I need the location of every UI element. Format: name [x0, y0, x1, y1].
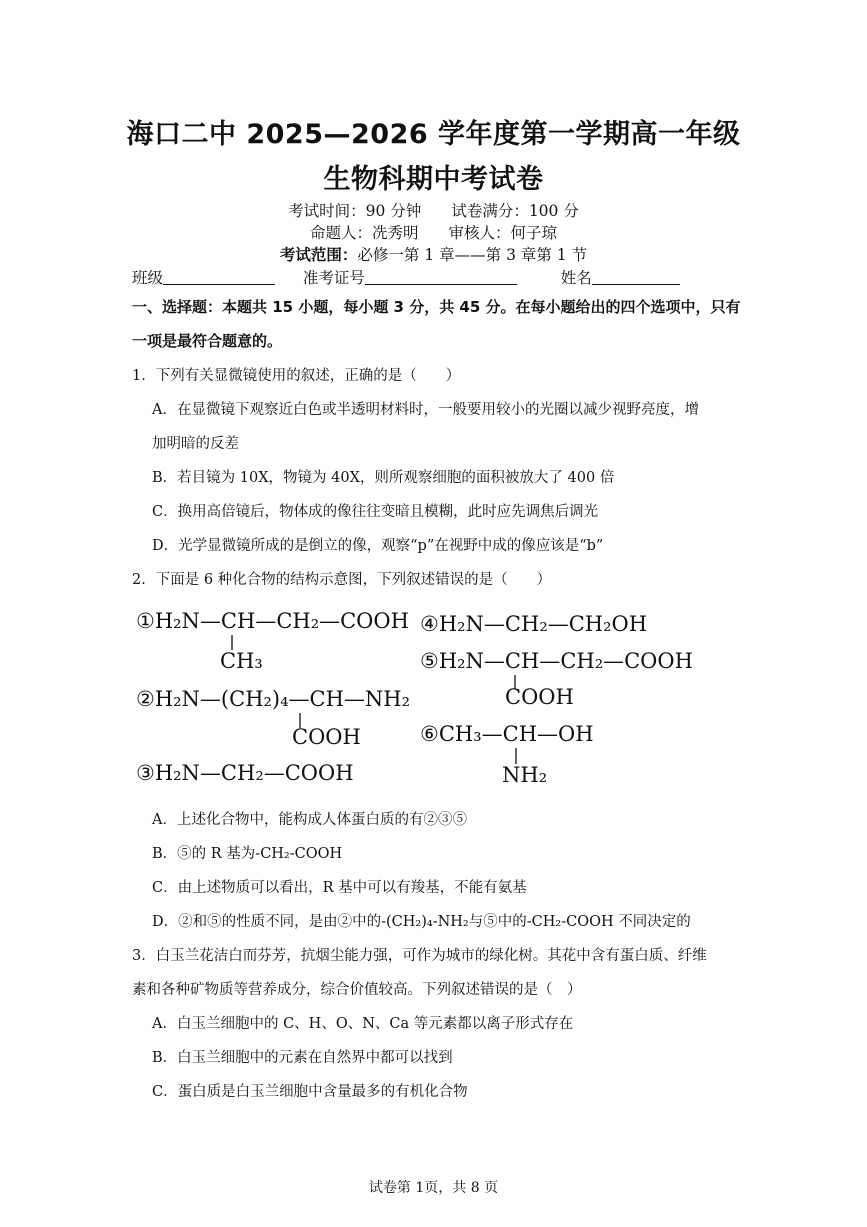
exam-meta-authors: [0, 221, 867, 243]
q3-stem-line1: 3．白玉兰花洁白而芬芳，抗烟尘能力强，可作为城市的绿化树。其花中含有蛋白质、纤维: [132, 948, 707, 964]
ticket-blank: [365, 269, 517, 285]
structure-5-main: ⑤H₂N—CH—CH₂—COOH: [420, 649, 693, 673]
q3-option-a: A．白玉兰细胞中的 C、H、O、N、Ca 等元素都以离子形式存在: [152, 1016, 574, 1032]
structure-6-sub: NH₂: [502, 763, 548, 787]
q1-option-a-line1: A．在显微镜下观察近白色或半透明材料时，一般要用较小的光圈以减少视野亮度，增: [152, 402, 699, 418]
class-blank: [163, 269, 275, 285]
structure-1-main: ①H₂N—CH—CH₂—COOH: [136, 609, 409, 633]
q3-stem-line2: 素和各种矿物质等营养成分，综合价值较高。下列叙述错误的是（ ）: [132, 982, 582, 998]
author: 命题人：冼秀明: [309, 224, 419, 242]
exam-title-line2: 生物科期中考试卷: [323, 164, 544, 195]
structure-1-sub: CH₃: [220, 649, 263, 673]
exam-meta-time: [0, 199, 867, 221]
class-label: 班级: [132, 269, 164, 287]
page-footer: 试卷第 1页，共 8 页: [368, 1180, 499, 1196]
ticket-label: 准考证号: [302, 269, 365, 287]
q1-option-c: C．换用高倍镜后，物体成的像往往变暗且模糊，此时应先调焦后调光: [152, 504, 599, 520]
q2-stem: 2．下面是 6 种化合物的结构示意图，下列叙述错误的是（ ）: [132, 572, 552, 588]
q1-option-a-line2: 加明暗的反差: [152, 436, 239, 452]
scope-value: 必修一第 1 章——第 3 章第 1 节: [357, 246, 588, 264]
name-label: 姓名: [560, 269, 592, 287]
section-heading-line2: 一项是最符合题意的。: [132, 332, 283, 350]
scope-label: 考试范围：: [279, 246, 358, 264]
structure-3-main: ③H₂N—CH₂—COOH: [136, 761, 354, 785]
section-heading-line1: 一、选择题：本题共 15 小题，每小题 3 分，共 45 分。在每小题给出的四个选项中，只有: [132, 298, 741, 316]
structure-4-main: ④H₂N—CH₂—CH₂OH: [420, 612, 648, 636]
q3-option-b: B．白玉兰细胞中的元素在自然界中都可以找到: [152, 1050, 453, 1066]
reviewer: 审核人：何子琼: [448, 224, 558, 242]
student-info-row: [132, 266, 680, 288]
exam-scope: [0, 243, 867, 265]
exam-title-line1: 海口二中 2025—2026 学年度第一学期高一年级: [126, 119, 741, 150]
q2-option-c: C．由上述物质可以看出，R 基中可以有羧基，不能有氨基: [152, 880, 527, 896]
q2-option-d: D．②和⑤的性质不同，是由②中的-(CH₂)₄-NH₂与⑤中的-CH₂-COOH 不同决定的: [152, 914, 691, 930]
structure-2-sub: COOH: [292, 725, 361, 749]
q1-option-d: D．光学显微镜所成的是倒立的像，观察“p”在视野中成的像应该是“b”: [152, 538, 604, 554]
q2-option-a: A．上述化合物中，能构成人体蛋白质的有②③⑤: [152, 812, 467, 828]
q3-option-c: C．蛋白质是白玉兰细胞中含量最多的有机化合物: [152, 1084, 468, 1100]
structure-2-main: ②H₂N—(CH₂)₄—CH—NH₂: [136, 687, 411, 711]
exam-time: 考试时间：90 分钟: [288, 202, 422, 220]
q2-structure-diagram: [130, 600, 710, 795]
q1-option-b: B．若目镜为 10X，物镜为 40X，则所观察细胞的面积被放大了 400 倍: [152, 470, 615, 486]
full-score: 试卷满分：100 分: [451, 202, 579, 220]
name-blank: [592, 269, 680, 285]
structure-5-sub: COOH: [505, 685, 574, 709]
q1-stem: 1．下列有关显微镜使用的叙述，正确的是（ ）: [132, 368, 461, 384]
q2-option-b: B．⑤的 R 基为-CH₂-COOH: [152, 846, 343, 862]
structure-6-main: ⑥CH₃—CH—OH: [420, 722, 594, 746]
